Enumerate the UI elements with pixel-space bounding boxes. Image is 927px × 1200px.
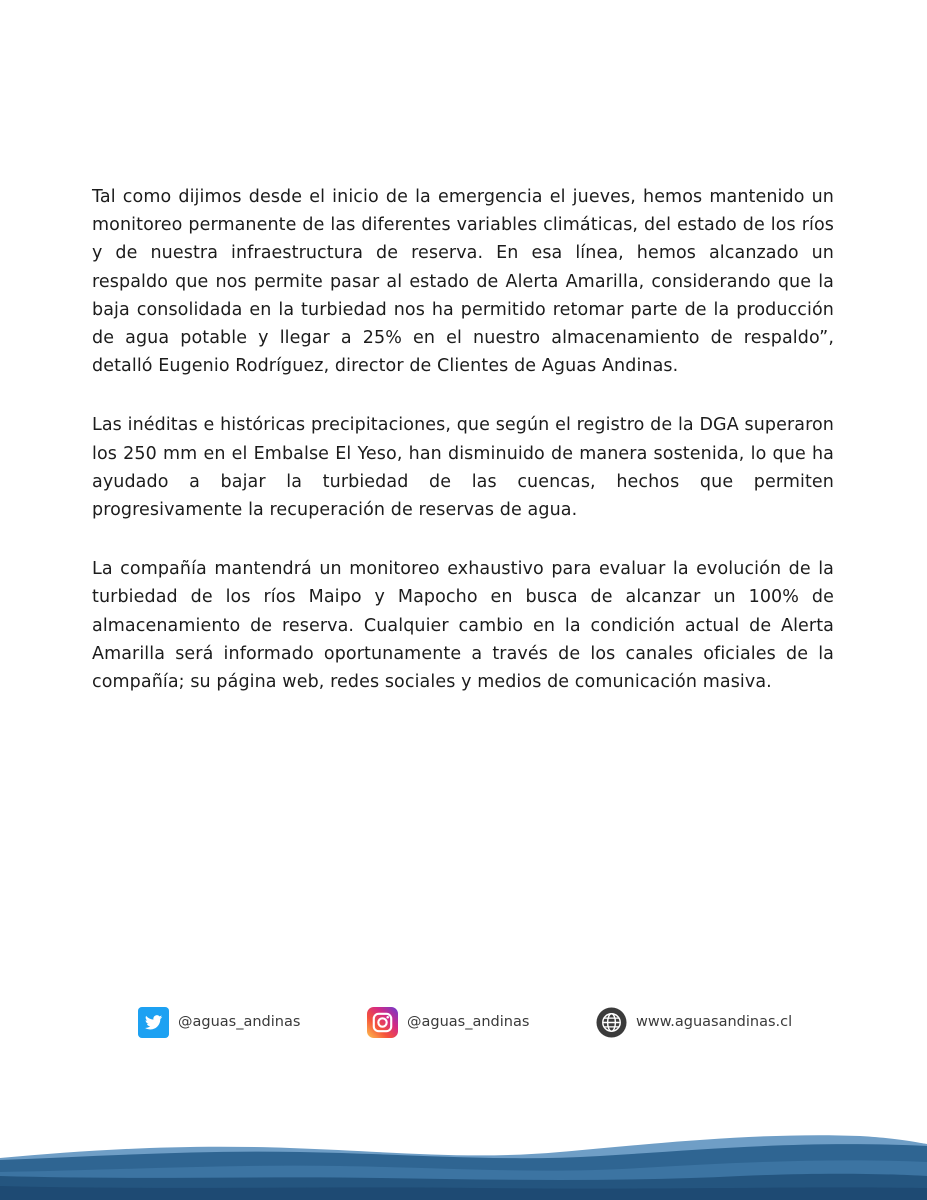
twitter-link[interactable]: [138, 1006, 300, 1038]
twitter-icon: [138, 1007, 169, 1038]
press-release-body: [92, 183, 834, 727]
twitter-handle[interactable]: @aguas_andinas: [178, 1014, 301, 1030]
paragraph-monitoring: La compañía mantendrá un monitoreo exhaustivo para evaluar la evolución de la turbiedad de los ríos Maipo y Mapocho en busca de alcanzar un 100% de almacenamiento de reserva. Cualquier cambio en la condición actual de Alerta Amarilla será informado oportunamente a través de los canales oficiales de la compañía; su página web, redes sociales y medios de comunicación masiva.: [92, 559, 834, 693]
paragraph-quote: Tal como dijimos desde el inicio de la emergencia el jueves, hemos mantenido un monitoreo permanente de las diferentes variables climáticas, del estado de los ríos y de nuestra infraestructura de reserva. En esa línea, hemos alcanzado un respaldo que nos permite pasar al estado de Alerta Amarilla, considerando que la baja consolidada en la turbiedad nos ha permitido retomar parte de la producción de agua potable y llegar a 25% en el nuestro almacenamiento de respaldo”, detalló Eugenio Rodríguez, director de Clientes de Aguas Andinas.: [92, 187, 834, 377]
wave-decoration: [0, 1130, 927, 1200]
website-link[interactable]: [596, 1006, 792, 1038]
website-url[interactable]: www.aguasandinas.cl: [636, 1014, 793, 1030]
instagram-icon: [367, 1007, 398, 1038]
instagram-link[interactable]: [367, 1006, 529, 1038]
social-footer: [0, 1006, 927, 1038]
paragraph-precipitation: Las inéditas e históricas precipitaciones, que según el registro de la DGA superaron los 250 mm en el Embalse El Yeso, han disminuido de manera sostenida, lo que ha ayudado a bajar la turbiedad de las cuencas, hechos que permiten progresivamente la recuperación de reservas de agua.: [92, 415, 834, 521]
globe-icon: [596, 1007, 627, 1038]
instagram-handle[interactable]: @aguas_andinas: [407, 1014, 530, 1030]
